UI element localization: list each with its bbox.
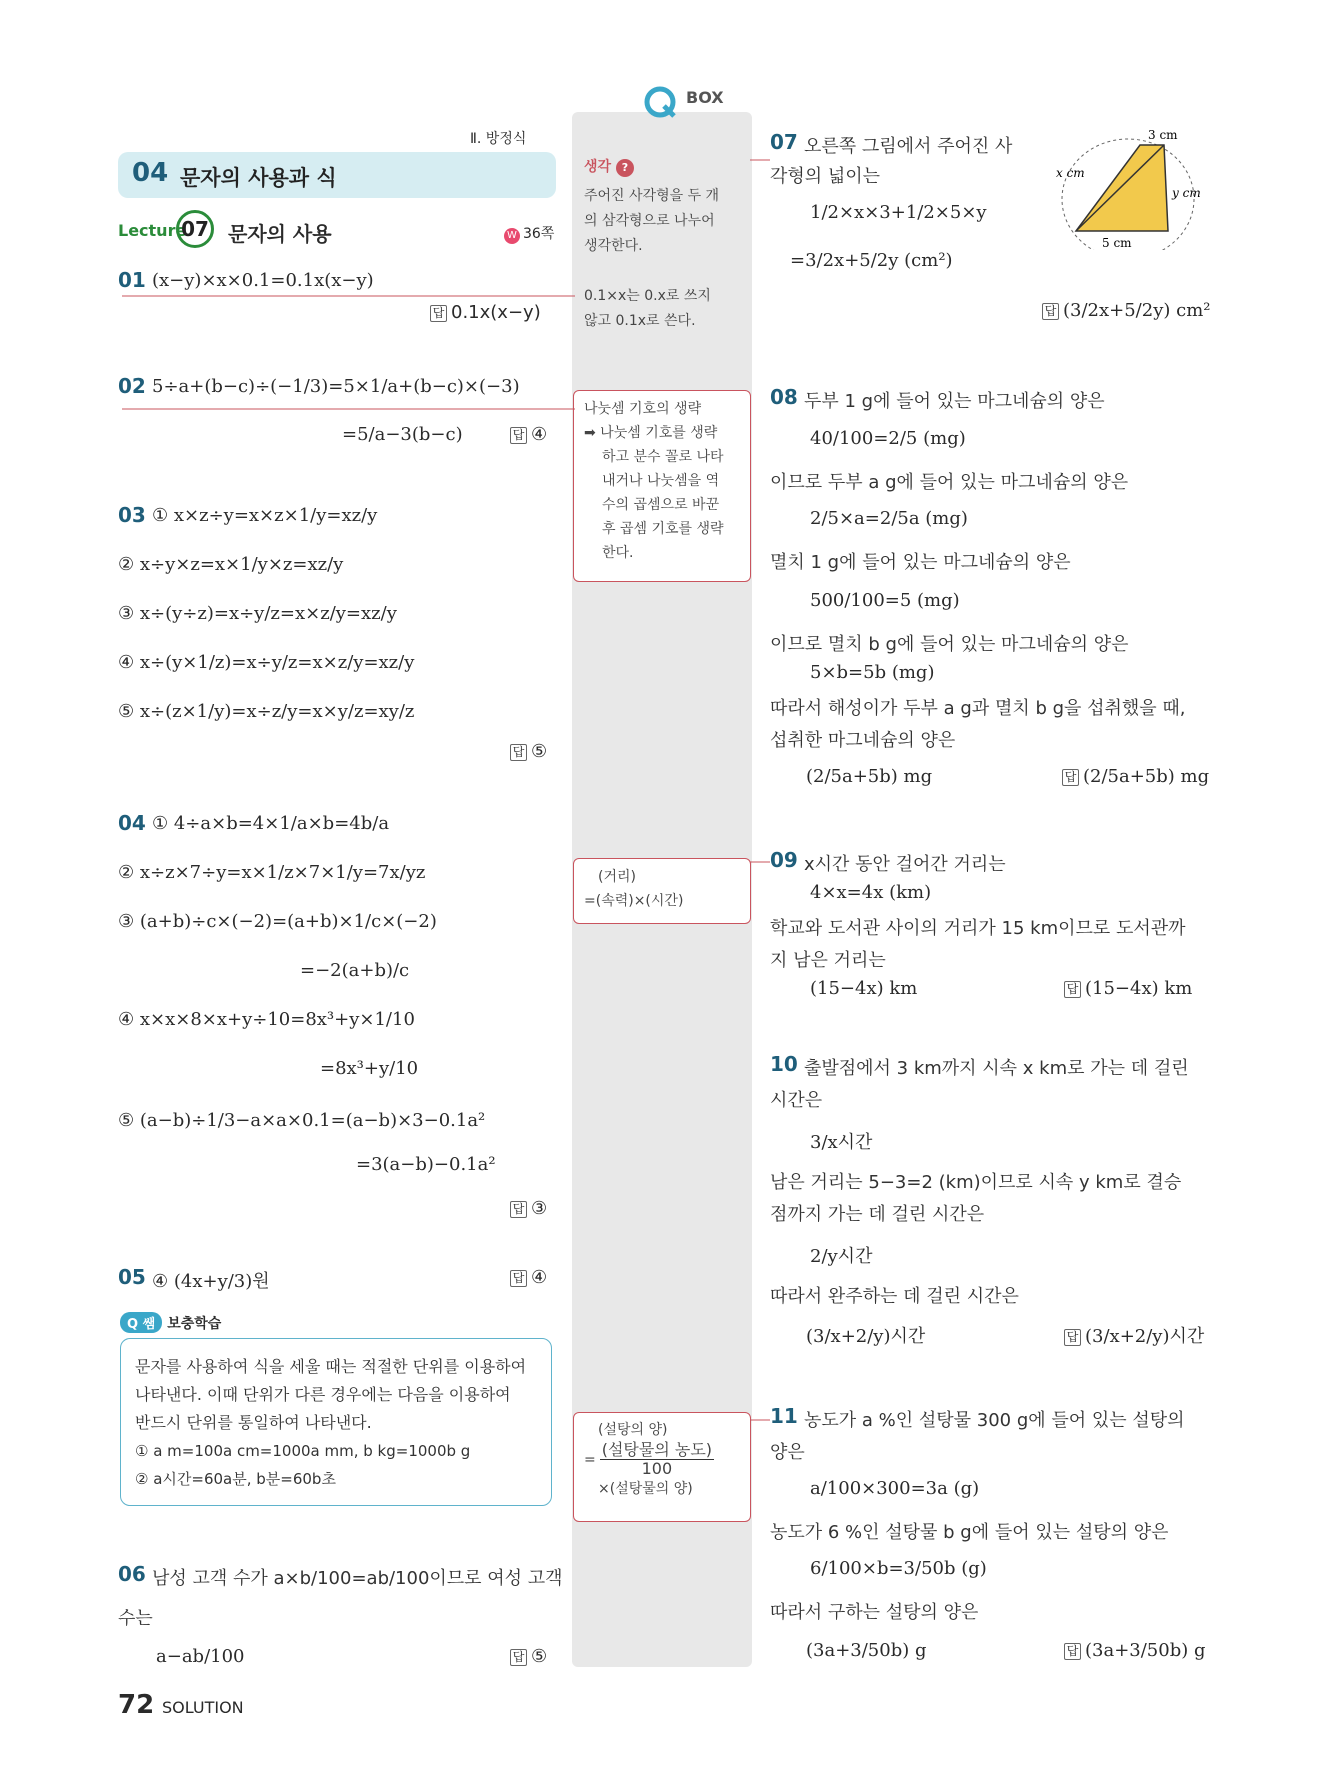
lecture-number-badge: 07 xyxy=(176,210,214,248)
problem-05-answer: 답 ④ xyxy=(510,1267,547,1288)
problem-10-line-6: 2/y시간 xyxy=(810,1246,873,1267)
problem-08-line-2: 40/100=2/5 (mg) xyxy=(810,428,966,449)
problem-04-line-4: =−2(a+b)/c xyxy=(300,960,410,981)
problem-11-number: 11 xyxy=(770,1404,798,1428)
problem-03-line-2: ② x÷y×z=x×1/y×z=xz/y xyxy=(118,554,344,575)
problem-11-line-6: 따라서 구하는 설탕의 양은 xyxy=(770,1602,979,1623)
problem-08-line-9: 따라서 해성이가 두부 a g과 멸치 b g을 섭취했을 때, xyxy=(770,698,1186,719)
problem-11-line-3: a/100×300=3a (g) xyxy=(810,1478,980,1499)
problem-05-line: ④ (4x+y/3)원 xyxy=(152,1271,270,1292)
problem-08-line-5: 멸치 1 g에 들어 있는 마그네슘의 양은 xyxy=(770,552,1071,573)
problem-04-line-6: =8x³+y/10 xyxy=(320,1058,419,1079)
problem-07-answer: 답 (3/2x+5/2y) cm² xyxy=(1042,300,1210,321)
answer-icon: 답 xyxy=(1064,1643,1081,1660)
problem-11-line-4: 농도가 6 %인 설탕물 b g에 들어 있는 설탕의 양은 xyxy=(770,1522,1169,1543)
answer-icon: 답 xyxy=(510,1649,527,1666)
problem-11-line-2: 양은 xyxy=(770,1442,805,1463)
think-label: 생각 ? xyxy=(584,156,634,177)
problem-10-line-7: 따라서 완주하는 데 걸린 시간은 xyxy=(770,1286,1019,1307)
quadrilateral-figure xyxy=(1050,125,1210,250)
think-icon: ? xyxy=(616,159,634,177)
problem-09-line-3: 학교와 도서관 사이의 거리가 15 km이므로 도서관까 xyxy=(770,918,1186,939)
figure-label-left: x cm xyxy=(1056,166,1085,180)
section-number: 04 xyxy=(132,158,169,188)
problem-03-line-1: ① x×z÷y=x×z×1/y=xz/y xyxy=(152,505,378,526)
problem-06-line-3: a−ab/100 xyxy=(156,1646,245,1667)
problem-01-number: 01 xyxy=(118,268,146,292)
problem-11-line-5: 6/100×b=3/50b (g) xyxy=(810,1558,987,1579)
problem-08-line-3: 이므로 두부 a g에 들어 있는 마그네슘의 양은 xyxy=(770,472,1129,493)
q-teacher-badge: Q 쌤 xyxy=(120,1312,162,1333)
problem-02-line-1: 5÷a+(b−c)÷(−1/3)=5×1/a+(b−c)×(−3) xyxy=(152,376,520,397)
answer-icon: 답 xyxy=(1064,981,1081,998)
problem-07-line-4: =3/2x+5/2y (cm²) xyxy=(790,250,953,271)
problem-08-line-1: 두부 1 g에 들어 있는 마그네슘의 양은 xyxy=(804,391,1105,412)
problem-08-answer: 답 (2/5a+5b) mg xyxy=(1062,766,1209,787)
problem-02-line-2: =5/a−3(b−c) xyxy=(342,424,463,445)
chapter-header: Ⅱ. 방정식 xyxy=(470,131,527,147)
supplement-box: 문자를 사용하여 식을 세울 때는 적절한 단위를 이용하여 나타낸다. 이때 단위가 다른 경우에는 다음을 이용하여 반드시 단위를 통일하여 나타낸다. ① a m=100a cm=1000a mm, b kg=1000b g ② a시간=60a분, b분=60b초 xyxy=(120,1338,552,1506)
problem-09-line-2: 4×x=4x (km) xyxy=(810,882,932,903)
problem-07-number: 07 xyxy=(770,130,798,154)
problem-10-line-4: 남은 거리는 5−3=2 (km)이므로 시속 y km로 결승 xyxy=(770,1172,1182,1193)
problem-09-line-1: x시간 동안 걸어간 거리는 xyxy=(804,854,1006,875)
supplement-label: Q 쌤 보충학습 xyxy=(120,1312,221,1333)
problem-06-answer: 답 ⑤ xyxy=(510,1646,547,1667)
problem-06-number: 06 xyxy=(118,1562,146,1586)
problem-10-number: 10 xyxy=(770,1052,798,1076)
problem-03-number: 03 xyxy=(118,503,146,527)
box-note-distance: (거리) =(속력)×(시간) xyxy=(573,858,751,924)
box-title: BOX xyxy=(686,88,724,107)
answer-icon: 답 xyxy=(510,744,527,761)
problem-08-line-6: 500/100=5 (mg) xyxy=(810,590,960,611)
problem-03-answer: 답 ⑤ xyxy=(510,741,547,762)
problem-01-answer: 답 0.1x(x−y) xyxy=(430,302,541,323)
section-title: 문자의 사용과 식 xyxy=(180,166,337,190)
problem-07-line-2: 각형의 넓이는 xyxy=(770,166,881,187)
answer-icon: 답 xyxy=(510,427,527,444)
figure-label-bottom: 5 cm xyxy=(1102,236,1132,250)
problem-10-line-2: 시간은 xyxy=(770,1090,823,1111)
box-note-1: 주어진 사각형을 두 개 의 삼각형으로 나누어 생각한다. xyxy=(584,188,720,254)
problem-08-line-11: (2/5a+5b) mg xyxy=(806,766,933,787)
problem-11-line-7: (3a+3/50b) g xyxy=(806,1640,927,1661)
problem-04-line-8: =3(a−b)−0.1a² xyxy=(356,1154,496,1175)
problem-09-line-4: 지 남은 거리는 xyxy=(770,950,886,971)
problem-09-line-5: (15−4x) km xyxy=(810,978,918,999)
problem-04-line-2: ② x÷z×7÷y=x×1/z×7×1/y=7x/yz xyxy=(118,862,426,883)
problem-07-line-3: 1/2×x×3+1/2×5×y xyxy=(810,202,987,223)
problem-10-line-8: (3/x+2/y)시간 xyxy=(806,1326,926,1347)
problem-11-line-1: 농도가 a %인 설탕물 300 g에 들어 있는 설탕의 xyxy=(804,1410,1185,1431)
problem-04-line-1: ① 4÷a×b=4×1/a×b=4b/a xyxy=(152,813,390,834)
workbook-icon: W xyxy=(504,228,520,244)
box-note-3: 나눗셈 기호의 생략 ➡ 나눗셈 기호를 생략 하고 분수 꼴로 나타 내거나 나눗셈을 역 수의 곱셈으로 바꾼 후 곱셈 기호를 생략 한다. xyxy=(573,390,751,582)
problem-04-line-7: ⑤ (a−b)÷1/3−a×a×0.1=(a−b)×3−0.1a² xyxy=(118,1110,486,1131)
problem-09-answer: 답 (15−4x) km xyxy=(1064,978,1192,999)
problem-07-line-1: 오른쪽 그림에서 주어진 사 xyxy=(804,136,1013,157)
footer-label: SOLUTION xyxy=(162,1698,244,1717)
problem-08-line-8: 5×b=5b (mg) xyxy=(810,662,935,683)
answer-icon: 답 xyxy=(510,1270,527,1287)
answer-icon: 답 xyxy=(430,305,447,322)
problem-03-line-3: ③ x÷(y÷z)=x÷y/z=x×z/y=xz/y xyxy=(118,603,397,624)
problem-08-line-7: 이므로 멸치 b g에 들어 있는 마그네슘의 양은 xyxy=(770,634,1129,655)
lecture-title: 문자의 사용 xyxy=(228,222,332,246)
problem-10-line-1: 출발점에서 3 km까지 시속 x km로 가는 데 걸린 xyxy=(804,1058,1189,1079)
problem-08-line-10: 섭취한 마그네슘의 양은 xyxy=(770,730,956,751)
problem-04-line-5: ④ x×x×8×x+y÷10=8x³+y×1/10 xyxy=(118,1009,415,1030)
reference-page: W 36쪽 xyxy=(504,223,554,244)
page-number: 72 xyxy=(118,1690,155,1720)
problem-01-line: (x−y)×x×0.1=0.1x(x−y) xyxy=(152,270,374,291)
box-note-2: 0.1×x는 0.x로 쓰지 않고 0.1x로 쓴다. xyxy=(584,288,711,329)
problem-06-line-2: 수는 xyxy=(118,1608,153,1629)
problem-04-number: 04 xyxy=(118,811,146,835)
problem-03-line-5: ⑤ x÷(z×1/y)=x÷z/y=x×y/z=xy/z xyxy=(118,701,415,722)
answer-icon: 답 xyxy=(1064,1329,1081,1346)
problem-03-line-4: ④ x÷(y×1/z)=x÷y/z=x×z/y=xz/y xyxy=(118,652,415,673)
answer-icon: 답 xyxy=(1062,769,1079,786)
problem-10-answer: 답 (3/x+2/y)시간 xyxy=(1064,1322,1204,1348)
problem-11-answer: 답 (3a+3/50b) g xyxy=(1064,1640,1206,1661)
problem-04-line-3: ③ (a+b)÷c×(−2)=(a+b)×1/c×(−2) xyxy=(118,911,437,932)
lecture-label: Lecture xyxy=(118,221,187,240)
problem-09-number: 09 xyxy=(770,848,798,872)
answer-icon: 답 xyxy=(510,1201,527,1218)
problem-05-number: 05 xyxy=(118,1265,146,1289)
problem-10-line-3: 3/x시간 xyxy=(810,1132,873,1153)
problem-02-answer: 답 ④ xyxy=(510,424,547,445)
answer-icon: 답 xyxy=(1042,303,1059,320)
box-note-sugar: (설탕의 양) = $\frac{\text{(설탕물의 농도)}}{100}$ ×(설탕물의 양) xyxy=(573,1412,751,1522)
problem-08-line-4: 2/5×a=2/5a (mg) xyxy=(810,508,968,529)
figure-label-top: 3 cm xyxy=(1148,128,1178,142)
problem-10-line-5: 점까지 가는 데 걸린 시간은 xyxy=(770,1204,985,1225)
problem-04-answer: 답 ③ xyxy=(510,1198,547,1219)
problem-08-number: 08 xyxy=(770,385,798,409)
problem-02-number: 02 xyxy=(118,374,146,398)
problem-06-line-1: 남성 고객 수가 a×b/100=ab/100이므로 여성 고객 xyxy=(152,1568,563,1589)
figure-label-right: y cm xyxy=(1172,186,1201,200)
